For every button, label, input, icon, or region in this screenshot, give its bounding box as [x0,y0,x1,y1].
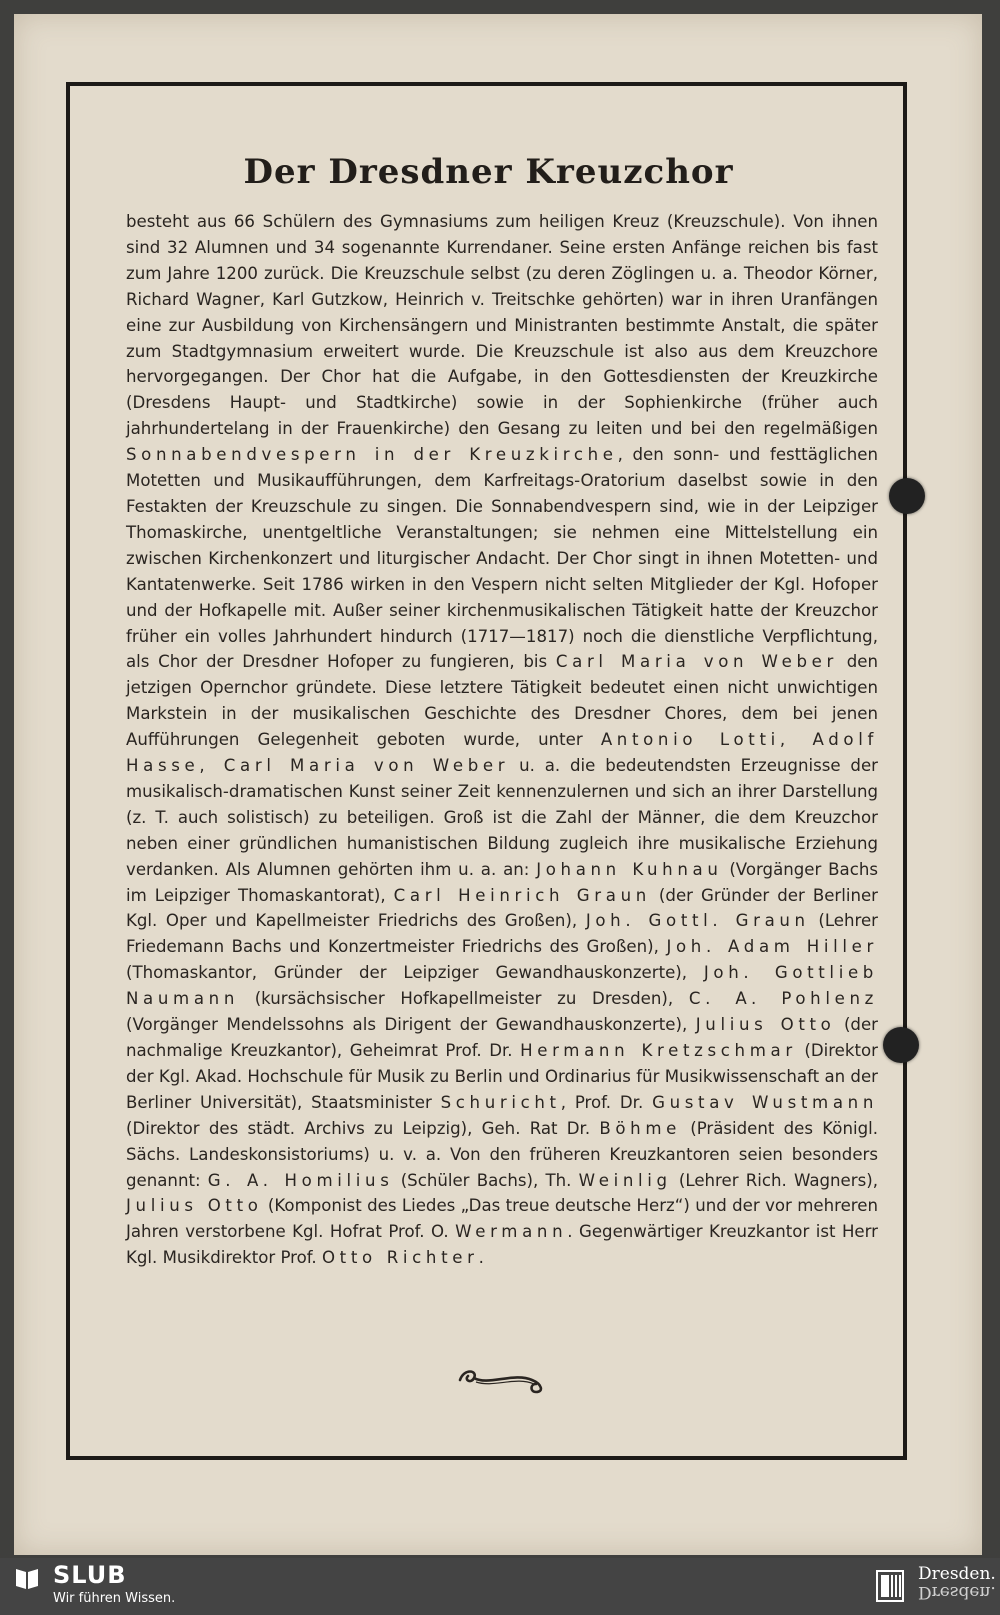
city-crest-icon [876,1570,904,1602]
text-run: (Thomaskantor, Gründer der Leipziger Gewandhauskonzerte), [126,963,704,983]
text-run: besteht aus 66 Schülern des Gymnasiums zum heiligen Kreuz (Kreuzschule). Von ihnen sind 32 Alumnen und 34 sogenannte Kurrendaner. Seine ersten Anfänge reichen bis fast zum Jahre 1200 zurück. Die Kreuzschule selbst (zu deren Zöglingen u. a. Theodor Körner, Richard Wagner, Karl Gutzkow, Heinrich v. Treitschke gehörten) war in ihren Uranfängen eine zur Ausbildung von Kirchensängern und Ministranten bestimmte Anstalt, die später zum Stadtgymnasium erweitert wurde. Die Kreuzschule ist also aus dem Kreuzchore hervorgegangen. Der Chor hat die Aufgabe, in den Gottesdiensten der Kreuzkirche (Dresdens Haupt- und Stadtkirche) sowie in der Sophienkirche (früher auch jahrhundertelang in der Frauenkirche) den Gesang zu leiten und bei den regelmäßigen [126,212,878,439]
emphasized-name: Joh. Gottlieb Naumann [126,963,878,1009]
emphasized-name: Gustav Wustmann [652,1092,878,1112]
text-run: (Schüler Bachs), Th. [393,1170,579,1190]
emphasized-name: Wermann [455,1222,568,1242]
emphasized-name: Hermann Kretzschmar [520,1041,797,1060]
city-name-mirror: Dresden. [918,1582,996,1602]
text-run: (der nachmalige Kreuzkantor), Geheimrat Prof. Dr. [126,1015,878,1060]
punch-hole [889,478,925,514]
emphasized-name: Weinlig [578,1170,672,1190]
text-run: (Vorgänger Mendelssohns als Dirigent der Gewandhauskonzerte), [126,1015,696,1035]
text-run: , Prof. Dr. [560,1092,653,1112]
text-run: . Gegenwärtiger Kreuzkantor ist Herr Kgl. Musikdirektor Prof. [126,1222,878,1268]
brand-name: SLUB [53,1561,127,1589]
text-run: (Direktor der Kgl. Akad. Hochschule für Musik zu Berlin und Ordinarius für Musikwissenschaft an der Berliner Universität), Staatsminister [126,1041,878,1112]
text-run: den jetzigen Opernchor gründete. Diese letztere Tätigkeit bedeutet einen nicht unwichtigen Markstein in der musikalischen Geschichte des Dresdner Chores, dem bei jenen Aufführungen Gelegenheit geboten wurde, unter [126,652,878,750]
text-run: (Lehrer Rich. Wagners), [671,1170,878,1190]
emphasized-name: Otto Richter [321,1248,479,1268]
text-run: (kursächsischer Hofkapellmeister zu Dresden), [239,989,689,1009]
slub-logo-icon [14,1566,40,1590]
footer-bar [0,1558,1000,1615]
text-run: (Vorgänger Bachs im Leipziger Thomaskantorat), [126,859,878,905]
ornament-flourish [454,1362,550,1396]
city-logo [918,1566,996,1600]
text-run: (Direktor des städt. Archivs zu Leipzig), Geh. Rat Dr. [126,1118,600,1138]
punch-hole [883,1027,919,1063]
emphasized-name: Joh. Adam Hiller [666,937,878,957]
emphasized-name: Antonio Lotti, Adolf Hasse, Carl Maria von Weber [126,730,878,776]
emphasized-name: Carl Heinrich Graun [393,885,651,905]
document-title: Der Dresdner Kreuzchor [243,152,734,192]
emphasized-name: Böhme [599,1118,681,1138]
text-run: (der Gründer der Berliner Kgl. Oper und Kapellmeister Friedrichs des Großen), [126,885,878,931]
text-run: (Komponist des Liedes „Das treue deutsche Herz“) und der vor mehreren Jahren verstorbene Kgl. Hofrat Prof. O. [126,1196,878,1242]
emphasized-name: Johann Kuhnau [536,859,723,879]
city-name: Dresden. [918,1564,996,1584]
emphasized-name: Schuricht [440,1092,561,1112]
text-run: . [478,1248,484,1268]
emphasized-name: Sonnabendvespern in der Kreuzkirche [126,445,618,465]
brand-tagline: Wir führen Wissen. [53,1591,176,1606]
document-page [14,14,982,1555]
text-run: (Präsident des Königl. Sächs. Landeskonsistoriums) u. v. a. Von den früheren Kreuzkantoren seien besonders genannt: [126,1118,878,1190]
emphasized-name: C. A. Pohlenz [688,989,878,1009]
emphasized-name: Joh. Gottl. Graun [585,911,810,931]
emphasized-name: Carl Maria von Weber [555,652,839,672]
text-run: (Lehrer Friedemann Bachs und Konzertmeister Friedrichs des Großen), [126,911,878,957]
body-text [126,209,878,1271]
text-run: u. a. die bedeutendsten Erzeugnisse der musikalisch-dramatischen Kunst seiner Zeit kennenzulernen und sich an ihrer Darstellung (z. T. auch solistisch) zu beteiligen. Groß ist die Zahl der Männer, die dem Kreuzchor neben einer gründlichen humanistischen Bildung zugleich ihre musikalische Erziehung verdanken. Als Alumnen gehörten ihm u. a. an: [126,756,878,879]
emphasized-name: Julius Otto [126,1196,263,1216]
emphasized-name: G. A. Homilius [207,1170,394,1190]
text-run: , den sonn- und festtäglichen Motetten und Musikaufführungen, dem Karfreitags-Oratorium daselbst sowie in den Festakten der Kreuzschule zu singen. Die Sonnabendvespern sind, wie in der Leipziger Thomaskirche, unentgeltliche Veranstaltungen; sie nehmen eine Mittelstellung ein zwischen Kirchenkonzert und liturgischer Andacht. Der Chor singt in ihnen Motetten- und Kantatenwerke. Seit 1786 wirken in den Vespern nicht selten Mitglieder der Kgl. Hofoper und der Hofkapelle mit. Außer seiner kirchenmusikalischen Tätigkeit hatte der Kreuzchor früher ein volles Jahrhundert hindurch (1717—1817) noch die dienstliche Verpflichtung, als Chor der Dresdner Hofoper zu fungieren, bis [126,445,878,672]
emphasized-name: Julius Otto [695,1015,836,1035]
